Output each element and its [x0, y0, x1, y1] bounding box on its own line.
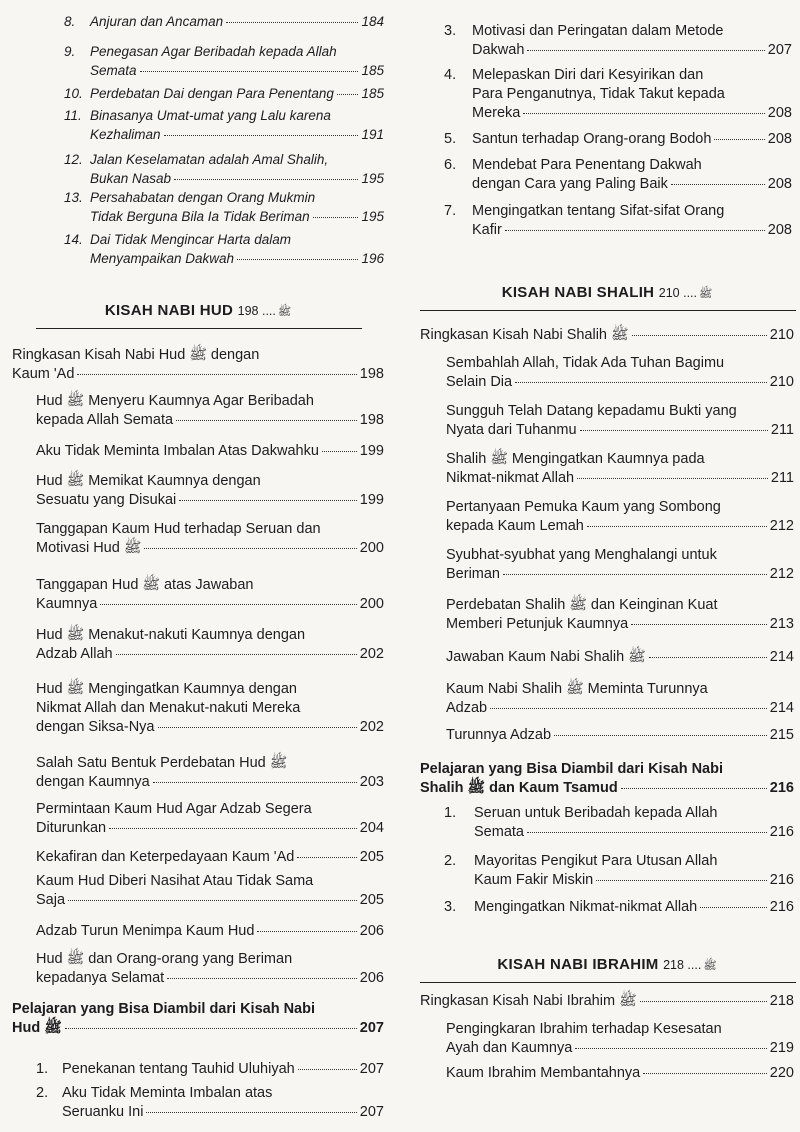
toc-entry: [420, 326, 794, 345]
toc-entry-title: Turunnya Adzab: [446, 727, 552, 743]
toc-entry-title: Adzab Turun Menimpa Kaum Hud: [36, 923, 255, 939]
toc-entry-title: Nikmat-nikmat Allah: [446, 470, 575, 486]
toc-entry: [64, 12, 384, 31]
dot-leader: [176, 420, 357, 421]
dot-leader: [77, 374, 356, 375]
toc-entry-title: Tanggapan Kaum Hud terhadap Seruan dan: [36, 521, 321, 537]
toc-entry-title: Sembahlah Allah, Tidak Ada Tuhan Bagimu: [446, 355, 725, 371]
toc-entry: [444, 130, 792, 149]
toc-entry-title: Persahabatan dengan Orang Mukmin: [90, 190, 316, 205]
dot-leader: [632, 335, 767, 336]
toc-entry: [446, 354, 794, 392]
toc-entry-title: Hud ﷺ Menakut-nakuti Kaumnya dengan: [36, 627, 306, 643]
toc-page-number: 216: [769, 780, 794, 796]
toc-entry: [36, 520, 384, 558]
toc-entry-title: Ringkasan Kisah Nabi Ibrahim ﷺ: [420, 993, 637, 1009]
dot-leader: [490, 708, 767, 709]
toc-entry: [64, 106, 384, 144]
dot-leader: [643, 1073, 767, 1074]
toc-entry: [36, 950, 384, 988]
toc-entry: [446, 726, 794, 745]
dot-leader: [587, 526, 767, 527]
toc-entry: [64, 188, 384, 226]
toc-page-number: 199: [359, 443, 384, 459]
toc-entry-title: Penekanan tentang Tauhid Uluhiyah: [62, 1061, 295, 1077]
toc-entry-title: Pertanyaan Pemuka Kaum yang Sombong: [446, 499, 721, 515]
toc-page-number: 213: [769, 616, 794, 632]
section-page: .... 210: [658, 286, 697, 300]
section-rule: [420, 310, 796, 311]
toc-entry: [36, 1084, 384, 1122]
dot-leader: [527, 50, 764, 51]
toc-entry-title: Aku Tidak Meminta Imbalan Atas Dakwahku: [36, 443, 319, 459]
toc-page-number: 207: [359, 1020, 384, 1036]
toc-entry: [36, 472, 384, 510]
dot-leader: [503, 574, 767, 575]
toc-entry-title: Seruanku Ini: [62, 1104, 144, 1120]
toc-entry-number: 2.: [444, 853, 457, 869]
toc-page-number: 216: [769, 899, 794, 915]
dot-leader: [671, 184, 765, 185]
section-title: KISAH NABI HUD: [104, 302, 234, 319]
toc-entry-title: Nyata dari Tuhanmu: [446, 422, 577, 438]
toc-entry: [36, 754, 384, 792]
toc-entry-number: 3.: [444, 899, 457, 915]
dot-leader: [554, 735, 767, 736]
toc-entry-title: Melepaskan Diri dari Kesyirikan dan: [472, 67, 704, 83]
toc-entry-title: Hud ﷺ Menyeru Kaumnya Agar Beribadah: [36, 393, 314, 409]
toc-page-number: 207: [359, 1104, 384, 1120]
toc-entry: [36, 576, 384, 614]
dot-leader: [621, 788, 767, 789]
toc-entry-title: Bukan Nasab: [90, 171, 172, 186]
toc-page-number: 199: [359, 492, 384, 508]
toc-entry: [12, 1000, 384, 1038]
toc-entry-title: dengan Kaumnya: [36, 774, 150, 790]
dot-leader: [109, 828, 357, 829]
toc-entry-title: Para Penganutnya, Tidak Takut kepada: [472, 86, 725, 102]
dot-leader: [313, 217, 359, 218]
toc-entry-number: 1.: [444, 805, 457, 821]
dot-leader: [257, 931, 356, 932]
toc-entry-number: 7.: [444, 203, 457, 219]
toc-entry-title: Motivasi Hud ﷺ: [36, 540, 142, 556]
toc-entry-title: Pelajaran yang Bisa Diambil dari Kisah Nabi: [12, 1001, 315, 1017]
toc-entry-title: Pelajaran yang Bisa Diambil dari Kisah Nabi: [420, 761, 723, 777]
toc-page-number: 196: [361, 251, 384, 266]
toc-entry-title: Kafir: [472, 222, 502, 238]
toc-page-number: 208: [767, 131, 792, 147]
toc-page-number: 198: [359, 366, 384, 382]
toc-page-number: 206: [359, 970, 384, 986]
toc-page-number: 211: [770, 422, 794, 438]
section-heading-ibrahim: [420, 956, 796, 975]
dot-leader: [527, 832, 767, 833]
toc-entry-number: 14.: [64, 232, 83, 247]
dot-leader: [523, 113, 764, 114]
toc-entry-title: dengan Siksa-Nya: [36, 719, 155, 735]
toc-entry-title: Hud ﷺ dan Orang-orang yang Beriman: [36, 951, 293, 967]
toc-entry-title: Hud ﷺ Memikat Kaumnya dengan: [36, 473, 261, 489]
dot-leader: [297, 857, 356, 858]
toc-entry: [36, 800, 384, 838]
dot-leader: [179, 500, 357, 501]
dot-leader: [515, 382, 767, 383]
dot-leader: [577, 478, 768, 479]
toc-page-number: 212: [769, 566, 794, 582]
toc-entry: [446, 450, 794, 488]
dot-leader: [116, 654, 357, 655]
toc-page-number: 218: [769, 993, 794, 1009]
toc-entry: [420, 992, 794, 1011]
toc-entry: [444, 804, 794, 842]
toc-entry: [36, 1060, 384, 1079]
toc-entry-title: Santun terhadap Orang-orang Bodoh: [472, 131, 712, 147]
toc-entry-title: Mendebat Para Penentang Dakwah: [472, 157, 702, 173]
toc-entry-number: 11.: [64, 108, 82, 123]
toc-entry-title: Tidak Berguna Bila Ia Tidak Beriman: [90, 209, 310, 224]
toc-page-number: 210: [769, 327, 794, 343]
toc-page-number: 216: [769, 872, 794, 888]
toc-entry: [444, 156, 792, 194]
dot-leader: [322, 451, 357, 452]
toc-entry-title: Adzab Allah: [36, 646, 113, 662]
toc-entry: [12, 346, 384, 384]
toc-entry-title: Selain Dia: [446, 374, 513, 390]
toc-page-number: 210: [769, 374, 794, 390]
toc-entry-title: Kaum Fakir Miskin: [474, 872, 594, 888]
toc-page-number: 195: [361, 209, 384, 224]
dot-leader: [146, 1112, 356, 1113]
toc-page-number: 191: [361, 127, 384, 142]
toc-page-number: 185: [361, 63, 384, 78]
dot-leader: [226, 22, 358, 23]
toc-entry: [36, 872, 384, 910]
toc-entry-number: 2.: [36, 1085, 49, 1101]
toc-entry-title: Seruan untuk Beribadah kepada Allah: [474, 805, 718, 821]
toc-entry: [64, 84, 384, 103]
toc-page-number: 200: [359, 596, 384, 612]
toc-entry-title: Hud ﷺ: [12, 1020, 62, 1036]
dot-leader: [575, 1048, 767, 1049]
toc-page-number: 185: [361, 86, 384, 101]
toc-entry-title: Nikmat Allah dan Menakut-nakuti Mereka: [36, 700, 301, 716]
toc-page-number: 200: [359, 540, 384, 556]
toc-entry: [444, 852, 794, 890]
toc-entry-title: Hud ﷺ Mengingatkan Kaumnya dengan: [36, 681, 297, 697]
toc-entry: [64, 230, 384, 268]
toc-entry-title: Aku Tidak Meminta Imbalan atas: [62, 1085, 273, 1101]
toc-entry-title: Perdebatan Shalih ﷺ dan Keinginan Kuat: [446, 597, 718, 613]
toc-entry-number: 4.: [444, 67, 457, 83]
dot-leader: [337, 94, 359, 95]
dot-leader: [649, 657, 767, 658]
section-page: .... 218: [663, 958, 702, 972]
dot-leader: [174, 179, 358, 180]
toc-entry-title: Tanggapan Hud ﷺ atas Jawaban: [36, 577, 254, 593]
toc-entry-title: dengan Cara yang Paling Baik: [472, 176, 668, 192]
toc-entry-number: 10.: [64, 86, 83, 101]
toc-page-number: 216: [769, 824, 794, 840]
dot-leader: [164, 135, 359, 136]
toc-entry-number: 6.: [444, 157, 457, 173]
toc-entry-title: Ringkasan Kisah Nabi Hud ﷺ dengan: [12, 347, 260, 363]
toc-entry-title: Shalih ﷺ dan Kaum Tsamud: [420, 780, 618, 796]
toc-entry-title: Syubhat-syubhat yang Menghalangi untuk: [446, 547, 717, 563]
section-rule: [36, 328, 362, 329]
toc-entry-title: Mengingatkan tentang Sifat-sifat Orang: [472, 203, 725, 219]
dot-leader: [298, 1069, 357, 1070]
toc-page-number: 214: [769, 700, 794, 716]
toc-entry-number: 1.: [36, 1061, 49, 1077]
toc-entry-title: Kaum Ibrahim Membantahnya: [446, 1065, 641, 1081]
toc-entry-title: Mengingatkan Nikmat-nikmat Allah: [474, 899, 698, 915]
toc-entry-title: Saja: [36, 892, 66, 908]
toc-entry: [64, 150, 384, 188]
toc-page-number: 219: [769, 1040, 794, 1056]
toc-entry-title: Diturunkan: [36, 820, 107, 836]
dot-leader: [68, 900, 357, 901]
dot-leader: [153, 782, 357, 783]
section-rule: [420, 982, 796, 983]
toc-entry-title: Menyampaikan Dakwah: [90, 251, 235, 266]
dot-leader: [65, 1028, 357, 1029]
toc-page-number: 207: [767, 42, 792, 58]
toc-page-number: 198: [359, 412, 384, 428]
toc-page-number: 203: [359, 774, 384, 790]
toc-page-number: 207: [359, 1061, 384, 1077]
toc-entry-title: Semata: [90, 63, 137, 78]
toc-entry-number: 3.: [444, 23, 457, 39]
section-title: KISAH NABI IBRAHIM: [497, 956, 659, 973]
toc-entry-title: Perdebatan Dai dengan Para Penentang: [90, 86, 334, 101]
toc-entry-title: Sesuatu yang Disukai: [36, 492, 177, 508]
toc-entry-title: Sungguh Telah Datang kepadamu Bukti yang: [446, 403, 737, 419]
honorific-glyph: ﷺ: [699, 288, 713, 300]
toc-entry: [446, 402, 794, 440]
dot-leader: [700, 907, 767, 908]
toc-entry-title: Kaum Hud Diberi Nasihat Atau Tidak Sama: [36, 873, 314, 889]
toc-entry: [444, 898, 794, 917]
toc-entry-title: Dakwah: [472, 42, 525, 58]
dot-leader: [237, 259, 358, 260]
toc-entry: [36, 680, 384, 737]
dot-leader: [140, 71, 359, 72]
section-title: KISAH NABI SHALIH: [501, 284, 655, 301]
toc-entry-title: Beriman: [446, 566, 500, 582]
toc-page-number: 205: [359, 849, 384, 865]
toc-entry: [444, 22, 792, 60]
toc-entry-title: Adzab: [446, 700, 488, 716]
toc-entry-title: Jalan Keselamatan adalah Amal Shalih,: [90, 152, 329, 167]
toc-entry-title: kepada Kaum Lemah: [446, 518, 584, 534]
toc-entry: [446, 1020, 794, 1058]
toc-entry-title: kepada Allah Semata: [36, 412, 174, 428]
toc-page-number: 184: [361, 14, 384, 29]
toc-entry: [36, 922, 384, 941]
dot-leader: [158, 727, 357, 728]
toc-page-number: 208: [767, 222, 792, 238]
toc-entry-title: Binasanya Umat-umat yang Lalu karena: [90, 108, 331, 123]
toc-entry-title: Kaum 'Ad: [12, 366, 75, 382]
toc-page-number: 204: [359, 820, 384, 836]
toc-entry: [446, 546, 794, 584]
dot-leader: [596, 880, 767, 881]
toc-entry-title: Motivasi dan Peringatan dalam Metode: [472, 23, 724, 39]
toc-entry-number: 12.: [64, 152, 83, 167]
dot-leader: [580, 430, 768, 431]
toc-entry-title: Kezhaliman: [90, 127, 161, 142]
section-page: .... 198: [237, 304, 276, 318]
toc-entry: [36, 626, 384, 664]
toc-entry: [420, 760, 794, 798]
toc-entry-title: Kaumnya: [36, 596, 98, 612]
toc-entry: [446, 680, 794, 718]
toc-page-number: 195: [361, 171, 384, 186]
toc-entry-title: Kekafiran dan Keterpedayaan Kaum 'Ad: [36, 849, 295, 865]
toc-entry: [446, 498, 794, 536]
toc-entry-title: Pengingkaran Ibrahim terhadap Kesesatan: [446, 1021, 722, 1037]
toc-entry: [446, 1064, 794, 1083]
dot-leader: [505, 230, 765, 231]
toc-entry-title: Dai Tidak Mengincar Harta dalam: [90, 232, 291, 247]
dot-leader: [640, 1001, 767, 1002]
honorific-glyph: ﷺ: [703, 960, 717, 972]
toc-page-number: 220: [769, 1065, 794, 1081]
toc-page-number: 208: [767, 176, 792, 192]
toc-entry-number: 9.: [64, 44, 76, 59]
toc-entry-title: Kaum Nabi Shalih ﷺ Meminta Turunnya: [446, 681, 708, 697]
toc-entry-title: Ringkasan Kisah Nabi Shalih ﷺ: [420, 327, 629, 343]
toc-page-number: 206: [359, 923, 384, 939]
toc-entry-title: Semata: [474, 824, 524, 840]
toc-entry: [36, 442, 384, 461]
section-heading-hud: [36, 302, 362, 321]
toc-entry: [36, 848, 384, 867]
toc-entry-title: Anjuran dan Ancaman: [90, 14, 224, 29]
dot-leader: [167, 978, 357, 979]
toc-entry: [444, 66, 792, 123]
toc-page-number: 202: [359, 646, 384, 662]
toc-entry: [446, 648, 794, 667]
toc-page-number: 212: [769, 518, 794, 534]
toc-entry-title: Jawaban Kaum Nabi Shalih ﷺ: [446, 649, 646, 665]
toc-page-number: 202: [359, 719, 384, 735]
toc-entry: [444, 202, 792, 240]
toc-entry-title: Mereka: [472, 105, 521, 121]
toc-entry-number: 13.: [64, 190, 83, 205]
toc-entry-title: Permintaan Kaum Hud Agar Adzab Segera: [36, 801, 312, 817]
toc-page-number: 214: [769, 649, 794, 665]
dot-leader: [100, 604, 357, 605]
toc-entry-title: Ayah dan Kaumnya: [446, 1040, 573, 1056]
toc-entry-title: Penegasan Agar Beribadah kepada Allah: [90, 44, 337, 59]
toc-entry-title: Mayoritas Pengikut Para Utusan Allah: [474, 853, 718, 869]
toc-entry-title: Shalih ﷺ Mengingatkan Kaumnya pada: [446, 451, 705, 467]
toc-page-number: 215: [769, 727, 794, 743]
toc-entry-title: Memberi Petunjuk Kaumnya: [446, 616, 629, 632]
toc-page-number: 211: [770, 470, 794, 486]
dot-leader: [714, 139, 764, 140]
section-heading-shalih: [420, 284, 796, 303]
toc-entry: [446, 596, 794, 634]
honorific-glyph: ﷺ: [277, 306, 292, 318]
toc-entry-number: 8.: [64, 14, 76, 29]
toc-entry: [36, 392, 384, 430]
toc-entry-title: kepadanya Selamat: [36, 970, 165, 986]
toc-page-number: 205: [359, 892, 384, 908]
toc-entry: [64, 42, 384, 80]
dot-leader: [144, 548, 356, 549]
dot-leader: [631, 624, 767, 625]
toc-page-number: 208: [767, 105, 792, 121]
toc-entry-title: Salah Satu Bentuk Perdebatan Hud ﷺ: [36, 755, 288, 771]
toc-entry-number: 5.: [444, 131, 457, 147]
